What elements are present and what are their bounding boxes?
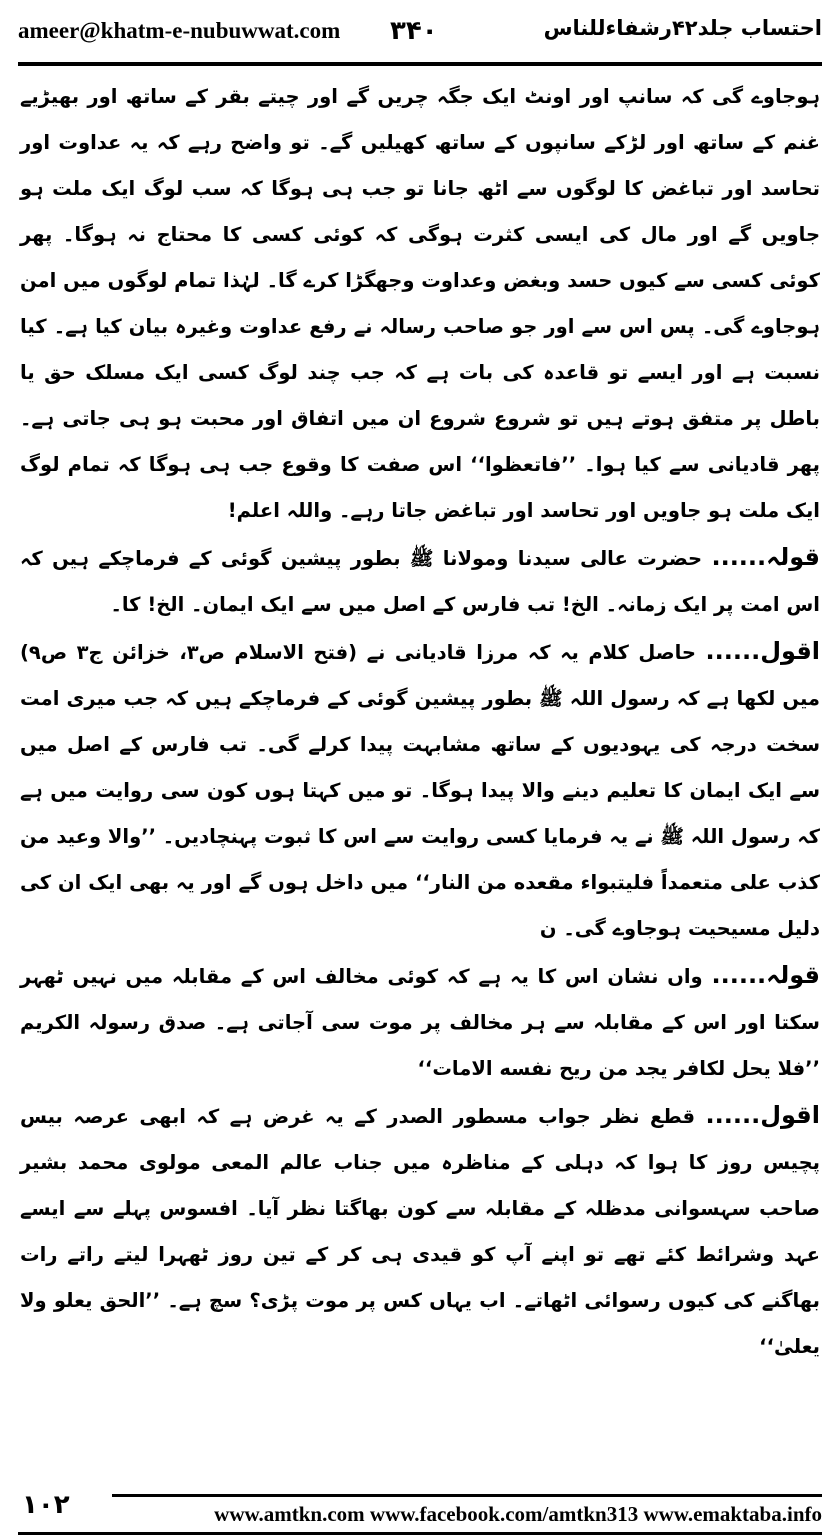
paragraph-3-text: حاصل کلام یہ کہ مرزا قادیانی نے (فتح الاسلام ص۳، خزائن ج۳ ص۹) میں لکھا ہے کہ رسول اللہ ﷺ بطور پیشین گوئی کے فرماچکے ہیں کہ جب میری امت سخت درجہ کی یہودیوں کے ساتھ مشابہت پیدا کرلے گی۔ تب فارس کے اصل میں سے ایک ایمان کا تعلیم دینے والا پیدا ہوگا۔ تو میں کہتا ہوں کون سی روایت میں ہے کہ رسول اللہ ﷺ نے یہ فرمایا کسی روایت سے اس کا ثبوت پہنچادیں۔ ’’والا وعید من کذب علی متعمداً فلیتبواء مقعده من النار‘‘ میں داخل ہوں گے اور یہ بھی ایک ان کی دلیل مسیحیت ہوجاوے گی۔ ن (20, 641, 820, 940)
qaul-label: قولہ...... (711, 543, 820, 571)
footer-page-number: ۱۰۲ (22, 1490, 70, 1520)
page-header (18, 16, 822, 60)
aqool-label: اقول...... (705, 637, 821, 665)
footer-rule-top (112, 1494, 822, 1497)
qaul-label: قولہ...... (711, 961, 821, 989)
aqool-label: اقول...... (705, 1101, 820, 1129)
header-title: احتساب جلد۴۲رشفاءللناس (543, 16, 822, 40)
header-page-number: ۳۴۰ (390, 16, 438, 46)
paragraph-5 (20, 1092, 820, 1370)
paragraph-2 (20, 534, 820, 628)
header-email: ameer@khatm-e-nubuwwat.com (18, 18, 341, 43)
paragraph-4 (20, 952, 820, 1092)
footer-links: www.amtkn.com www.facebook.com/amtkn313 www.emaktaba.info (214, 1502, 822, 1526)
header-rule (18, 62, 822, 66)
paragraph-5-text: قطع نظر جواب مسطور الصدر کے یہ غرض ہے کہ ابھی عرصہ بیس پچیس روز کا ہوا کہ دہلی کے مناظرہ میں جناب عالم المعی مولوی محمد بشیر صاحب سہسوانی مدظلہ کے مقابلہ سے کون بھاگتا نظر آیا۔ افسوس پہلے سے ایسے عہد وشرائط کئے تھے تو اپنے آپ کو قیدی ہی کر کے تین روز ٹھہرا لیتے راتے رات بھاگنے کی کیوں رسوائی اٹھاتے۔ اب یہاں کس پر موت پڑی؟ سچ ہے۔ ’’الحق یعلو ولا یعلیٰ‘‘ (20, 1105, 820, 1358)
paragraph-3 (20, 628, 820, 952)
footer-rule-bottom (18, 1532, 822, 1535)
paragraph-4-text: واں نشان اس کا یہ ہے کہ کوئی مخالف اس کے مقابلہ میں نہیں ٹھہر سکتا اور اس کے مقابلہ سے ہر مخالف پر موت سی آجاتی ہے۔ صدق رسولہ الکریم ’’فلا یحل لکافر یجد من ریح نفسه الامات‘‘ (20, 965, 820, 1080)
paragraph-2-text: حضرت عالی سیدنا ومولانا ﷺ بطور پیشین گوئی کے فرماچکے ہیں کہ اس امت پر ایک زمانہ۔ الخ! تب فارس کے اصل میں سے ایک ایمان۔ الخ! کا۔ (20, 547, 820, 616)
paragraph-1-text: ہوجاوے گی کہ سانپ اور اونٹ ایک جگہ چریں گے اور چیتے بقر کے ساتھ اور بھیڑیے غنم کے ساتھ اور لڑکے سانپوں کے ساتھ کھیلیں گے۔ تو واضح رہے کہ یہ عداوت اور تحاسد اور تباغض کا لوگوں سے اٹھ جانا تو جب ہی ہوگا کہ سب لوگ ایک ملت ہو جاویں گے اور مال کی ایسی کثرت ہوگی کہ کوئی کسی کا محتاج نہ ہوگا۔ پھر کوئی کسی سے کیوں حسد وبغض وعداوت وجھگڑا کرے گا۔ لہٰذا تمام لوگوں میں امن ہوجاوے گی۔ پس اس سے اور جو صاحب رسالہ نے رفع عداوت وغیرہ بیان کیا ہے۔ کیا نسبت ہے اور ایسے تو قاعدہ کی بات ہے کہ جب چند لوگ کسی ایک مسلک حق یا باطل پر متفق ہوتے ہیں تو شروع شروع ان میں اتفاق اور محبت ہو ہی جاتی ہے۔ پھر قادیانی سے کیا ہوا۔ ’’فاتعظوا‘‘ اس صفت کا وقوع جب ہی ہوگا کہ تمام لوگ ایک ملت ہو جاویں اور تحاسد اور تباغض جاتا رہے۔ واللہ اعلم! (20, 85, 820, 522)
page-body (20, 74, 820, 1370)
paragraph-1 (20, 74, 820, 534)
